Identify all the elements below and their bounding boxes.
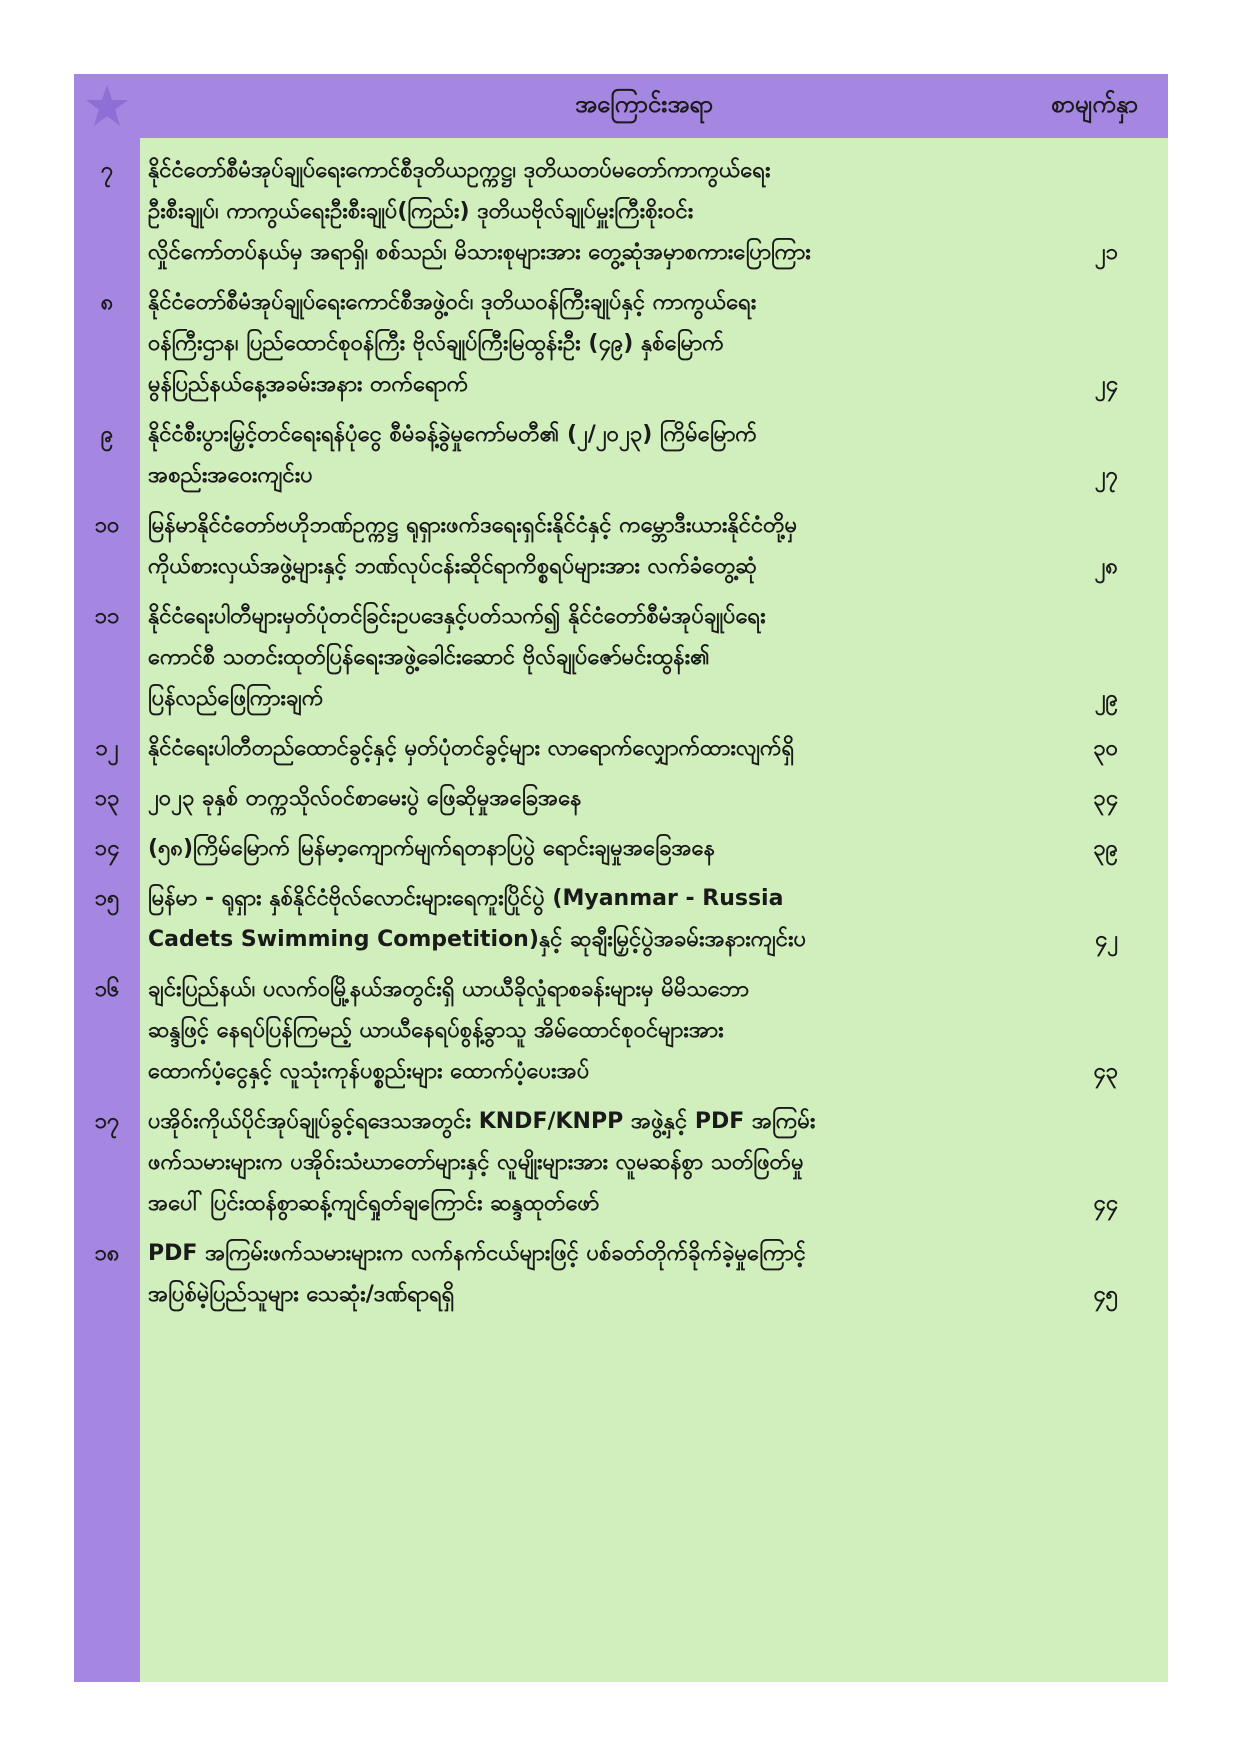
entry-title-line: ချင်းပြည်နယ်၊ ပလက်ဝမြို့နယ်အတွင်းရှိ ယာယီခိုလှုံရာစခန်းများမှ မိမိသဘော (148, 977, 749, 1002)
entry-page-number: ၄၂ (1094, 927, 1118, 952)
entry-title-line: နိုင်ငံတော်စီမံအုပ်ချုပ်ရေးကောင်စီအဖွဲ့ဝင်၊ ဒုတိယဝန်ကြီးချုပ်နှင့် ကာကွယ်ရေး (148, 290, 757, 315)
toc-entry[interactable] (74, 150, 1168, 273)
entry-title-line: ဆန္ဒဖြင့် နေရပ်ပြန်ကြမည့် ယာယီနေရပ်စွန့်ခွာသူ အိမ်ထောင်စုဝင်များအား (148, 1018, 724, 1043)
entry-title-line: ဦးစီးချုပ်၊ ကာကွယ်ရေးဦးစီးချုပ်(ကြည်း) ဒုတိယဗိုလ်ချုပ်မှူးကြီးစိုးဝင်း (148, 199, 694, 224)
entry-page-number: ၂၈ (1094, 554, 1118, 579)
entry-number: ၇ (100, 158, 114, 183)
entry-title-line: ပအိုဝ်းကိုယ်ပိုင်အုပ်ချုပ်ခွင့်ရဒေသအတွင်း KNDF/KNPP အဖွဲ့နှင့် PDF အကြမ်း (148, 1109, 816, 1134)
entry-title-line: နိုင်ငံရေးပါတီတည်ထောင်ခွင့်နှင့် မှတ်ပုံတင်ခွင့်များ လာရောက်လျှောက်ထားလျက်ရှိ (148, 736, 795, 761)
toc-entry[interactable] (74, 414, 1168, 496)
star-cell (74, 74, 140, 138)
entry-page-number: ၃၉ (1093, 836, 1118, 861)
toc-entry[interactable] (74, 1101, 1168, 1224)
toc-header (74, 74, 1168, 138)
entry-number: ၈ (100, 290, 114, 315)
entry-title-line: (၅၈)ကြိမ်မြောက် မြန်မာ့ကျောက်မျက်ရတနာပြပွဲ ရောင်းချမှုအခြေအနေ (148, 836, 716, 861)
entry-title-line: မြန်မာနိုင်ငံတော်ဗဟိုဘဏ်ဥက္ကဋ္ဌ ရုရှားဖက်ဒရေးရှင်းနိုင်ငံနှင့် ကမ္ဘောဒီးယားနိုင်ငံတို့မှ (148, 513, 798, 538)
entry-title (148, 505, 1028, 587)
entry-title-line: ဝန်ကြီးဌာန၊ ပြည်ထောင်စုဝန်ကြီး ဗိုလ်ချုပ်ကြီးမြထွန်းဦး (၄၉) နှစ်မြောက် (148, 331, 724, 356)
entry-title-line: မွန်ပြည်နယ်နေ့အခမ်းအနား တက်ရောက် (148, 372, 469, 397)
entry-title (148, 596, 1028, 719)
toc-entry[interactable] (74, 596, 1168, 719)
entry-title (148, 1101, 1028, 1224)
entry-number: ၁၄ (94, 836, 120, 861)
entry-number: ၁၀ (94, 513, 120, 538)
entry-title-line: နိုင်ငံစီးပွားမြှင့်တင်ရေးရန်ပုံငွေ စီမံခန့်ခွဲမှုကော်မတီ၏ (၂/၂၀၂၃) ကြိမ်မြောက် (148, 422, 757, 447)
entry-title-line: ၂၀၂၃ ခုနှစ် တက္ကသိုလ်ဝင်စာမေးပွဲ ဖြေဆိုမှုအခြေအနေ (148, 786, 582, 811)
toc-entry[interactable] (74, 828, 1168, 869)
entry-number: ၁၅ (94, 886, 120, 911)
entry-page-number: ၃၄ (1093, 786, 1118, 811)
entry-number: ၁၂ (95, 736, 119, 761)
toc-entry[interactable] (74, 505, 1168, 587)
toc-entry[interactable] (74, 728, 1168, 769)
star-icon (84, 83, 130, 129)
entry-title-line: ပြန်လည်ဖြေကြားချက် (148, 686, 324, 711)
entry-page-number: ၂၉ (1094, 686, 1118, 711)
entry-number: ၁၈ (94, 1241, 120, 1266)
entry-title (148, 414, 1028, 496)
header-title: အကြောင်းအရာ (575, 90, 713, 118)
entry-title (148, 282, 1028, 405)
entry-title-line: အစည်းအဝေးကျင်းပ (148, 463, 313, 488)
toc-entries (74, 150, 1168, 1324)
entry-number: ၁၇ (94, 1109, 120, 1134)
entry-page-number: ၃၀ (1093, 736, 1118, 761)
toc-entry[interactable] (74, 878, 1168, 960)
entry-title (148, 728, 1028, 769)
entry-page-number: ၂၄ (1094, 372, 1118, 397)
table-of-contents (74, 74, 1168, 1682)
entry-page-number: ၄၄ (1093, 1191, 1118, 1216)
entry-number: ၁၃ (94, 786, 120, 811)
entry-page-number: ၄၅ (1093, 1282, 1118, 1307)
entry-title (148, 878, 1028, 960)
entry-page-number: ၂၇ (1094, 463, 1118, 488)
toc-entry[interactable] (74, 282, 1168, 405)
entry-title-line: ကောင်စီ သတင်းထုတ်ပြန်ရေးအဖွဲ့ခေါင်းဆောင် ဗိုလ်ချုပ်ဇော်မင်းထွန်း၏ (148, 645, 710, 670)
entry-title (148, 828, 1028, 869)
entry-number: ၉ (100, 422, 114, 447)
entry-title (148, 150, 1028, 273)
entry-title-line: နိုင်ငံတော်စီမံအုပ်ချုပ်ရေးကောင်စီဒုတိယဥက္ကဋ္ဌ၊ ဒုတိယတပ်မတော်ကာကွယ်ရေး (148, 158, 771, 183)
entry-number: ၁၆ (94, 977, 120, 1002)
entry-title-line: ကိုယ်စားလှယ်အဖွဲ့များနှင့် ဘဏ်လုပ်ငန်းဆိုင်ရာကိစ္စရပ်များအား လက်ခံတွေ့ဆုံ (148, 554, 757, 579)
entry-title-line: ဖက်သမားများက ပအိုဝ်းသံဃာတော်များနှင့် လူမျိုးများအား လူမဆန်စွာ သတ်ဖြတ်မှု (148, 1150, 804, 1175)
entry-number: ၁၁ (94, 604, 120, 629)
entry-title-line: နိုင်ငံရေးပါတီများမှတ်ပုံတင်ခြင်းဥပဒေနှင့်ပတ်သက်၍ နိုင်ငံတော်စီမံအုပ်ချုပ်ရေး (148, 604, 766, 629)
toc-entry[interactable] (74, 969, 1168, 1092)
toc-entry[interactable] (74, 1233, 1168, 1315)
header-page-label: စာမျက်နှာ (1051, 90, 1138, 118)
entry-title-line: PDF အကြမ်းဖက်သမားများက လက်နက်ငယ်များဖြင့် ပစ်ခတ်တိုက်ခိုက်ခဲ့မှုကြောင့် (148, 1241, 806, 1266)
entry-title-line: မြန်မာ - ရုရှား နှစ်နိုင်ငံဗိုလ်လောင်းများရေကူးပြိုင်ပွဲ (Myanmar - Russia (148, 886, 784, 911)
entry-title (148, 1233, 1028, 1315)
entry-title-line: အပေါ် ပြင်းထန်စွာဆန့်ကျင်ရှုတ်ချကြောင်း ဆန္ဒထုတ်ဖော် (148, 1191, 600, 1216)
entry-title-line: လှိုင်ကော်တပ်နယ်မှ အရာရှိ၊ စစ်သည်၊ မိသားစုများအား တွေ့ဆုံအမှာစကားပြောကြား (148, 240, 811, 265)
entry-title-line: Cadets Swimming Competition)နှင့် ဆုချီးမြှင့်ပွဲအခမ်းအနားကျင်းပ (148, 927, 807, 952)
entry-page-number: ၄၃ (1093, 1059, 1118, 1084)
entry-title-line: အပြစ်မဲ့ပြည်သူများ သေဆုံး/ဒဏ်ရာရရှိ (148, 1282, 455, 1307)
entry-page-number: ၂၁ (1094, 240, 1118, 265)
entry-title (148, 969, 1028, 1092)
entry-title-line: ထောက်ပံ့ငွေနှင့် လူသုံးကုန်ပစ္စည်းများ ထောက်ပံ့ပေးအပ် (148, 1059, 590, 1084)
entry-title (148, 778, 1028, 819)
toc-entry[interactable] (74, 778, 1168, 819)
